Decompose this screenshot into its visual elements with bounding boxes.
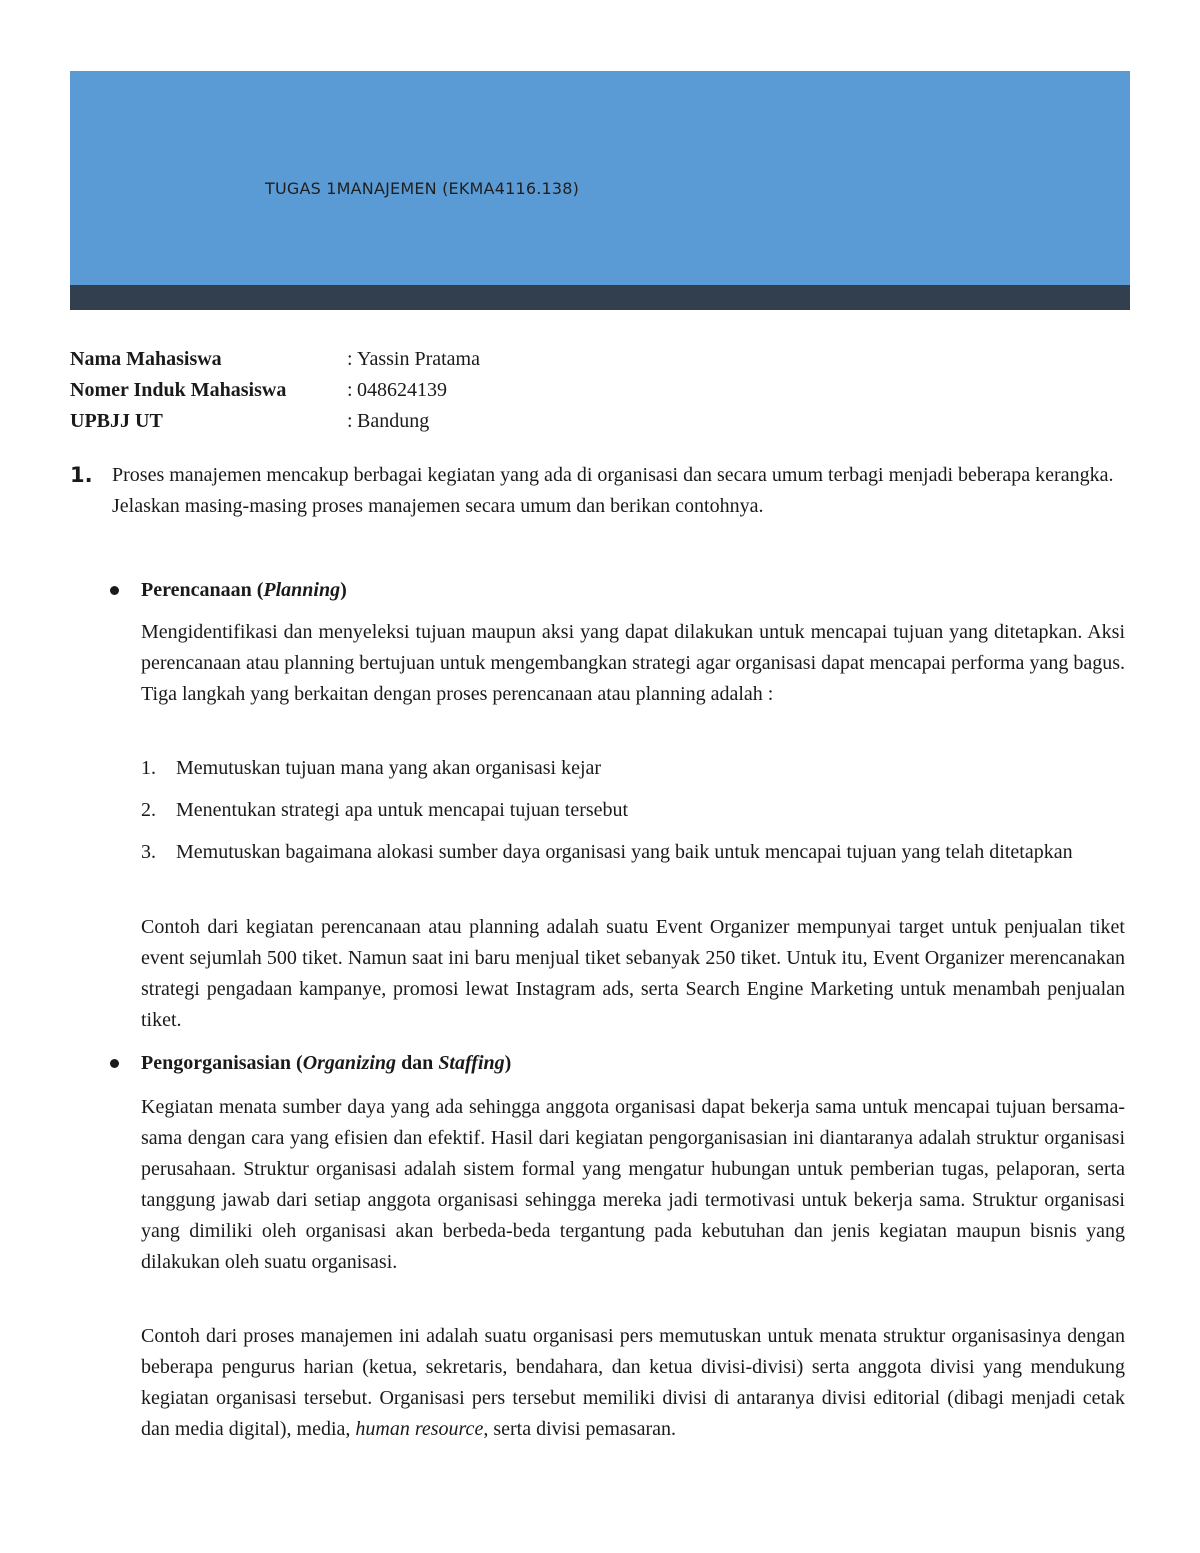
organizing-example <box>141 1321 1125 1445</box>
planning-example: Contoh dari kegiatan perencanaan atau planning adalah suatu Event Organizer mempunyai target untuk penjualan tiket event sejumlah 500 tiket. Namun saat ini baru menjual tiket sebanyak 250 tiket. Untuk itu, Event Organizer merencanakan strategi pengadaan kampanye, promosi lewat Instagram ads, serta Search Engine Marketing untuk menambah penjualan tiket. <box>141 916 1125 1031</box>
info-label: UPBJJ UT <box>70 410 163 432</box>
info-value: 048624139 <box>357 379 447 401</box>
info-separator: : <box>347 348 353 370</box>
list-item-number: 1. <box>141 757 156 779</box>
list-item-text: Menentukan strategi apa untuk mencapai tujuan tersebut <box>176 799 629 821</box>
list-item-number: 2. <box>141 799 156 821</box>
question-1 <box>70 460 1125 522</box>
list-item <box>141 795 1125 826</box>
info-row-upbjj <box>70 406 480 437</box>
info-value: Yassin Pratama <box>357 348 480 370</box>
list-item <box>141 837 1125 868</box>
info-label: Nama Mahasiswa <box>70 348 222 370</box>
list-item <box>141 753 1125 784</box>
student-info <box>70 344 480 437</box>
bullet-icon <box>110 586 119 595</box>
heading-prefix: Perencanaan ( <box>141 579 264 601</box>
heading-suffix: ) <box>340 579 347 601</box>
info-value: Bandung <box>357 410 430 432</box>
heading-mid: dan <box>396 1052 439 1074</box>
section-heading-organizing <box>110 1049 511 1077</box>
question-number: 1. <box>70 463 93 487</box>
heading-term: Planning <box>263 579 341 601</box>
info-label: Nomer Induk Mahasiswa <box>70 379 287 401</box>
list-item-number: 3. <box>141 841 156 863</box>
question-line-2: Jelaskan masing-masing proses manajemen secara umum dan berikan contohnya. <box>112 495 764 517</box>
example-text-end: , serta divisi pemasaran. <box>483 1418 677 1440</box>
planning-paragraph: Mengidentifikasi dan menyeleksi tujuan maupun aksi yang dapat dilakukan untuk mencapai tujuan yang ditetapkan. Aksi perencanaan atau planning bertujuan untuk mengembangkan strategi agar organisasi dapat mencapai performa yang bagus. Tiga langkah yang berkaitan dengan proses perencanaan atau planning adalah : <box>141 621 1125 705</box>
section-heading-planning <box>110 576 347 604</box>
heading-suffix: ) <box>504 1052 512 1074</box>
list-item-text: Memutuskan bagaimana alokasi sumber daya organisasi yang baik untuk mencapai tujuan yang telah ditetapkan <box>176 841 1073 863</box>
heading-prefix: Pengorganisasian ( <box>141 1052 303 1074</box>
bullet-icon <box>110 1059 119 1068</box>
info-separator: : <box>347 410 353 432</box>
info-separator: : <box>347 379 353 401</box>
question-text <box>112 460 1125 522</box>
heading-term: Organizing <box>302 1052 397 1074</box>
list-item-text: Memutuskan tujuan mana yang akan organisasi kejar <box>176 757 602 779</box>
organizing-paragraph: Kegiatan menata sumber daya yang ada sehingga anggota organisasi dapat bekerja sama untuk mencapai tujuan bersama-sama dengan cara yang efisien dan efektif. Hasil dari kegiatan pengorganisasian ini diantaranya adalah struktur organisasi perusahaan. Struktur organisasi adalah sistem formal yang mengatur hubungan untuk pemberian tugas, pelaporan, serta tanggung jawab dari setiap anggota organisasi sehingga mereka jadi termotivasi untuk bekerja sama. Struktur organisasi yang dimiliki oleh organisasi akan berbeda-beda tergantung pada kebutuhan dan jenis kegiatan maupun bisnis yang dilakukan oleh suatu organisasi. <box>141 1096 1125 1273</box>
document-title: TUGAS 1MANAJEMEN (EKMA4116.138) <box>265 179 580 198</box>
header-bar <box>70 285 1130 310</box>
info-row-nim <box>70 375 480 406</box>
question-line-1: Proses manajemen mencakup berbagai kegiatan yang ada di organisasi dan secara umum terbagi menjadi beberapa kerangka. <box>112 464 1114 486</box>
info-row-name <box>70 344 480 375</box>
example-text: Contoh dari proses manajemen ini adalah suatu organisasi pers memutuskan untuk menata struktur organisasinya dengan beberapa pengurus harian (ketua, sekretaris, bendahara, dan ketua divisi-divisi) serta anggota divisi yang mendukung kegiatan organisasi tersebut. Organisasi pers tersebut memiliki divisi di antaranya divisi editorial (dibagi menjadi cetak dan media digital), media, <box>141 1325 1125 1440</box>
heading-term: Staffing <box>438 1052 505 1074</box>
header-banner <box>70 71 1130 285</box>
planning-steps <box>141 753 1125 879</box>
example-term: human resource <box>355 1418 484 1440</box>
